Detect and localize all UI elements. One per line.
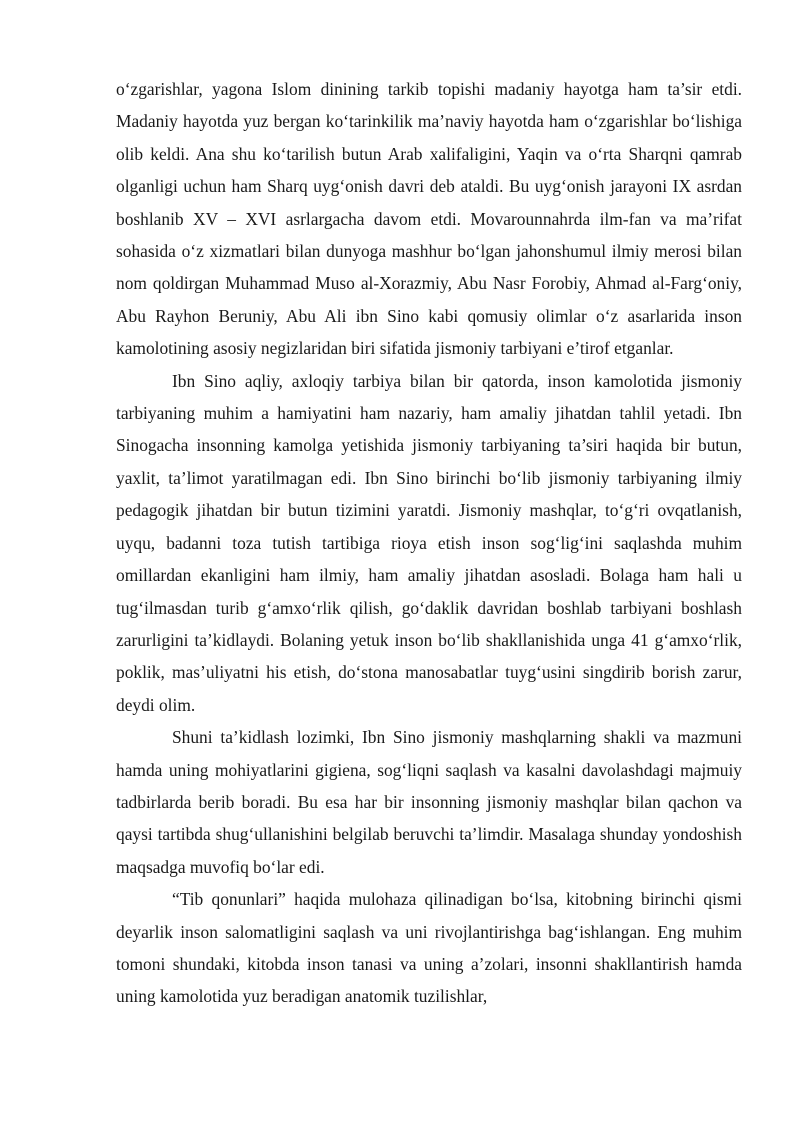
paragraph-1: oʻzgarishlar, yagona Islom dinining tarkib topishi madaniy hayotga ham ta’sir etdi. Madaniy hayotda yuz bergan koʻtarinkilik ma’naviy hayotda ham oʻzgarishlar boʻlishiga olib keldi. Ana shu koʻtarilish butun Arab xalifaligini, Yaqin va oʻrta Sharqni qamrab olganligi uchun ham Sharq uygʻonish davri deb ataldi. Bu uygʻonish jarayoni IX asrdan boshlanib XV – XVI asrlargacha davom etdi. Movarounnahrda ilm-fan va ma’rifat sohasida oʻz xizmatlari bilan dunyoga mashhur boʻlgan jahonshumul ilmiy merosi bilan nom qoldirgan Muhammad Muso al-Xorazmiy, Abu Nasr Forobiy, Ahmad al-Fargʻoniy, Abu Rayhon Beruniy, Abu Ali ibn Sino kabi qomusiy olimlar oʻz asarlarida inson kamolotining asosiy negizlaridan biri sifatida jismoniy tarbiyani e’tirof etganlar.	[116, 79, 742, 359]
paragraph-4: “Tib qonunlari” haqida mulohaza qilinadigan boʻlsa, kitobning birinchi qismi deyarlik inson salomatligini saqlash va uni rivojlantirishga bagʻishlangan. Eng muhim tomoni shundaki, kitobda inson tanasi va uning a’zolari, insonni shakllantirish hamda uning kamolotida yuz beradigan anatomik tuzilishlar,	[116, 889, 742, 1007]
document-body	[116, 73, 742, 1013]
paragraph-2: Ibn Sino aqliy, axloqiy tarbiya bilan bir qatorda, inson kamolotida jismoniy tarbiyaning muhim a hamiyatini ham nazariy, ham amaliy jihatdan tahlil yetadi. Ibn Sinogacha insonning kamolga yetishida jismoniy tarbiyaning ta’siri haqida bir butun, yaxlit, ta’limot yaratilmagan edi. Ibn Sino birinchi boʻlib jismoniy tarbiyaning ilmiy pedagogik jihatdan bir butun tizimini yaratdi. Jismoniy mashqlar, toʻgʻri ovqatlanish, uyqu, badanni toza tutish tartibiga rioya etish inson sogʻligʻini saqlashda muhim omillardan ekanligini ham ilmiy, ham amaliy jihatdan asosladi. Bolaga ham hali u tugʻilmasdan turib gʻamxoʻrlik qilish, goʻdaklik davridan boshlab tarbiyani boshlash zarurligini ta’kidlaydi. Bolaning yetuk inson boʻlib shakllanishida unga 41 gʻamxoʻrlik, poklik, mas’uliyatni his etish, doʻstona manosabatlar tuygʻusini singdirib borish zarur, deydi olim.	[116, 370, 742, 715]
paragraph-3: Shuni ta’kidlash lozimki, Ibn Sino jismoniy mashqlarning shakli va mazmuni hamda uning mohiyatlarini gigiena, sogʻliqni saqlash va kasalni davolashdagi majmuiy tadbirlarda berib boradi. Bu esa har bir insonning jismoniy mashqlar bilan qachon va qaysi tartibda shugʻullanishini belgilab beruvchi ta’limdir. Masalaga shunday yondoshish maqsadga muvofiq boʻlar edi.	[116, 727, 742, 877]
